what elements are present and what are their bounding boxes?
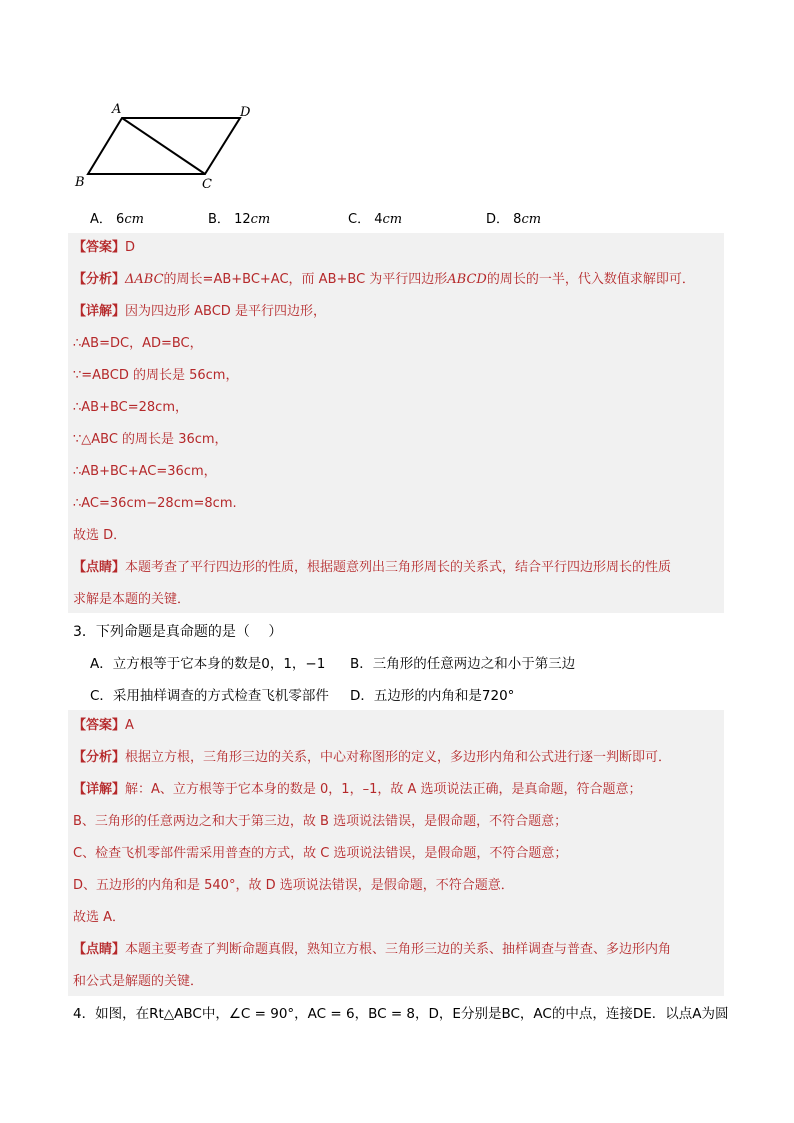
q3-option-b: B．三角形的任意两边之和小于第三边 [350, 656, 576, 672]
q3-option-c: C．采用抽样调查的方式检查飞机零部件 [90, 688, 329, 704]
q2-detail-4: ∵△ABC 的周长是 36cm， [73, 432, 228, 447]
q3-comment-2: 和公式是解题的关键． [73, 974, 204, 989]
q2-detail-1: ∴AB=DC，AD=BC， [73, 336, 203, 351]
q2-option-d: D． 8cm [486, 212, 542, 227]
q2-detail-6: ∴AC=36cm−28cm=8cm. [73, 496, 237, 511]
q3-conclusion: 故选 A． [73, 910, 126, 925]
q2-option-b: B． 12cm [208, 212, 271, 227]
q2-detail-3: ∴AB+BC=28cm， [73, 400, 188, 415]
q2-analysis: 【分析】ΔABC的周长=AB+BC+AC，而 AB+BC 为平行四边形ABCD的周长的一半，代入数值求解即可． [73, 272, 695, 287]
q2-option-a: A． 6cm [90, 212, 144, 227]
q3-detail-1: B、三角形的任意两边之和大于第三边，故 B 选项说法错误，是假命题，不符合题意； [73, 814, 568, 829]
q2-solution-background [68, 233, 724, 613]
q3-option-d: D．五边形的内角和是720° [350, 688, 515, 704]
q3-detail-3: D、五边形的内角和是 540°，故 D 选项说法错误，是假命题，不符合题意． [73, 878, 514, 893]
q3-detail-0: 【详解】解：A、立方根等于它本身的数是 0，1，–1，故 A 选项说法正确，是真命题，符合题意； [73, 782, 642, 797]
q2-answer: 【答案】D [73, 240, 136, 255]
vertex-label-b: B [75, 175, 85, 190]
q3-option-a: A．立方根等于它本身的数是0，1，−1 [90, 656, 326, 672]
q2-detail-0: 【详解】因为四边形 ABCD 是平行四边形， [73, 304, 326, 319]
q2-detail-7: 故选 D． [73, 528, 127, 543]
vertex-label-a: A [112, 102, 122, 117]
vertex-label-c: C [202, 177, 212, 192]
q3-analysis: 【分析】根据立方根，三角形三边的关系，中心对称图形的定义，多边形内角和公式进行逐一判断即可． [73, 750, 672, 765]
parallelogram-figure [70, 100, 270, 195]
q2-detail-5: ∴AB+BC+AC=36cm， [73, 464, 217, 479]
q3-comment: 【点睛】本题主要考查了判断命题真假，熟知立方根、三角形三边的关系、抽样调查与普查、多边形内角 [73, 942, 672, 957]
q3-detail-2: C、检查飞机零部件需采用普查的方式，故 C 选项说法错误，是假命题，不符合题意； [73, 846, 568, 861]
q4-question: 4．如图，在Rt△ABC中，∠C = 90°，AC = 6，BC = 8，D，E分别是BC，AC的中点，连接DE．以点A为圆 [73, 1006, 729, 1022]
q2-option-c: C． 4cm [348, 212, 403, 227]
diagonal-ac [122, 118, 205, 174]
q3-question: 3．下列命题是真命题的是（ ） [73, 624, 283, 640]
q3-answer: 【答案】A [73, 718, 134, 733]
q2-detail-2: ∵=ABCD 的周长是 56cm， [73, 368, 239, 383]
vertex-label-d: D [240, 105, 251, 120]
q2-comment: 【点睛】本题考查了平行四边形的性质，根据题意列出三角形周长的关系式，结合平行四边形周长的性质 [73, 560, 672, 575]
q2-comment-2: 求解是本题的关键． [73, 592, 191, 607]
